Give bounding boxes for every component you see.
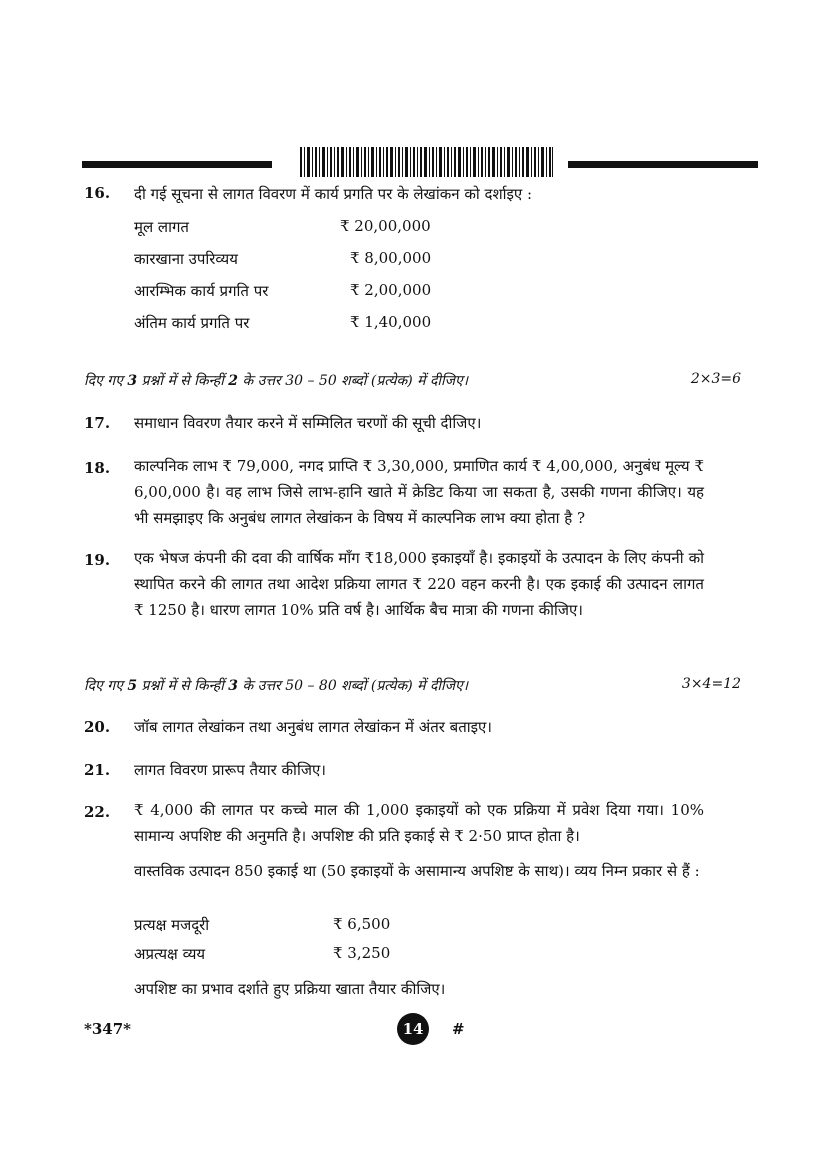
q16-text: दी गई सूचना से लागत विवरण में कार्य प्रगति पर के लेखांकन को दर्शाइए : [134,185,533,203]
q20-number: 20. [84,718,111,736]
q18-text: काल्पनिक लाभ ₹ 79,000, नगद प्राप्ति ₹ 3,30,000, प्रमाणित कार्य ₹ 4,00,000, अनुबंध मूल्य ₹ 6,00,000 है। वह लाभ जिसे लाभ-हानि खाते में क्रेडिट किया जा सकता है, उसकी गणना कीजिए। यह भी समझाइए कि अनुबंध लागत लेखांकन के विषय में काल्पनिक लाभ क्या होता है ? [134,457,704,527]
q21-number: 21. [84,761,111,779]
paper-code: *347* [84,1020,131,1038]
page-number: 14 [397,1013,429,1045]
q20-text: जॉब लागत लेखांकन तथा अनुबंध लागत लेखांकन में अंतर बताइए। [134,718,492,736]
q17-text: समाधान विवरण तैयार करने में सम्मिलित चरणों की सूची दीजिए। [134,414,482,432]
q22-text-3: अपशिष्ट का प्रभाव दर्शाते हुए प्रक्रिया खाता तैयार कीजिए। [134,980,446,998]
q22-row-label: अप्रत्यक्ष व्यय [134,945,206,963]
q22-text-1: ₹ 4,000 की लागत पर कच्चे माल की 1,000 इकाइयों को एक प्रक्रिया में प्रवेश दिया गया। 10% सामान्य अपशिष्ट की अनुमति है। अपशिष्ट की प्रति इकाई से ₹ 2·50 प्राप्त होता है। [134,801,704,845]
q22-text-2: वास्तविक उत्पादन 850 इकाई था (50 इकाइयों के असामान्य अपशिष्ट के साथ)। व्यय निम्न प्रकार से हैं : [134,862,700,880]
section-marks-2: 3×4=12 [681,676,741,692]
barcode [300,147,553,177]
hash-mark: # [452,1020,465,1038]
header-rule-left [82,161,272,168]
q17-number: 17. [84,414,111,432]
q22-row-value: ₹ 3,250 [333,944,391,962]
q19-text: एक भेषज कंपनी की दवा की वार्षिक माँग ₹18,000 इकाइयाँ है। इकाइयों के उत्पादन के लिए कंपनी को स्थापित करने की लागत तथा आदेश प्रक्रिया लागत ₹ 220 वहन करनी है। एक इकाई की उत्पादन लागत ₹ 1250 है। धारण लागत 10% प्रति वर्ष है। आर्थिक बैच मात्रा की गणना कीजिए। [134,549,704,619]
header-rule-right [568,161,758,168]
q22-number: 22. [84,803,111,821]
q16-row-label: मूल लागत [134,218,189,236]
q16-row-label: आरम्भिक कार्य प्रगति पर [134,282,269,300]
section-marks-1: 2×3=6 [690,371,741,387]
q16-row-value: ₹ 2,00,000 [350,281,432,299]
q16-row-label: कारखाना उपरिव्यय [134,250,238,268]
q22-row-label: प्रत्यक्ष मजदूरी [134,916,210,934]
q16-row-value: ₹ 8,00,000 [350,249,432,267]
q16-row-label: अंतिम कार्य प्रगति पर [134,314,250,332]
q16-number: 16. [84,184,111,202]
section-instruction-2: दिए गए 5 प्रश्नों में से किन्हीं 3 के उत्तर 50 – 80 शब्दों (प्रत्येक) में दीजिए। [84,678,469,694]
q18-number: 18. [84,459,111,477]
section-instruction-1: दिए गए 3 प्रश्नों में से किन्हीं 2 के उत्तर 30 – 50 शब्दों (प्रत्येक) में दीजिए। [84,373,469,389]
q22-row-value: ₹ 6,500 [333,915,391,933]
q19-number: 19. [84,551,111,569]
q21-text: लागत विवरण प्रारूप तैयार कीजिए। [134,761,326,779]
q16-row-value: ₹ 20,00,000 [340,217,431,235]
q16-row-value: ₹ 1,40,000 [350,313,432,331]
